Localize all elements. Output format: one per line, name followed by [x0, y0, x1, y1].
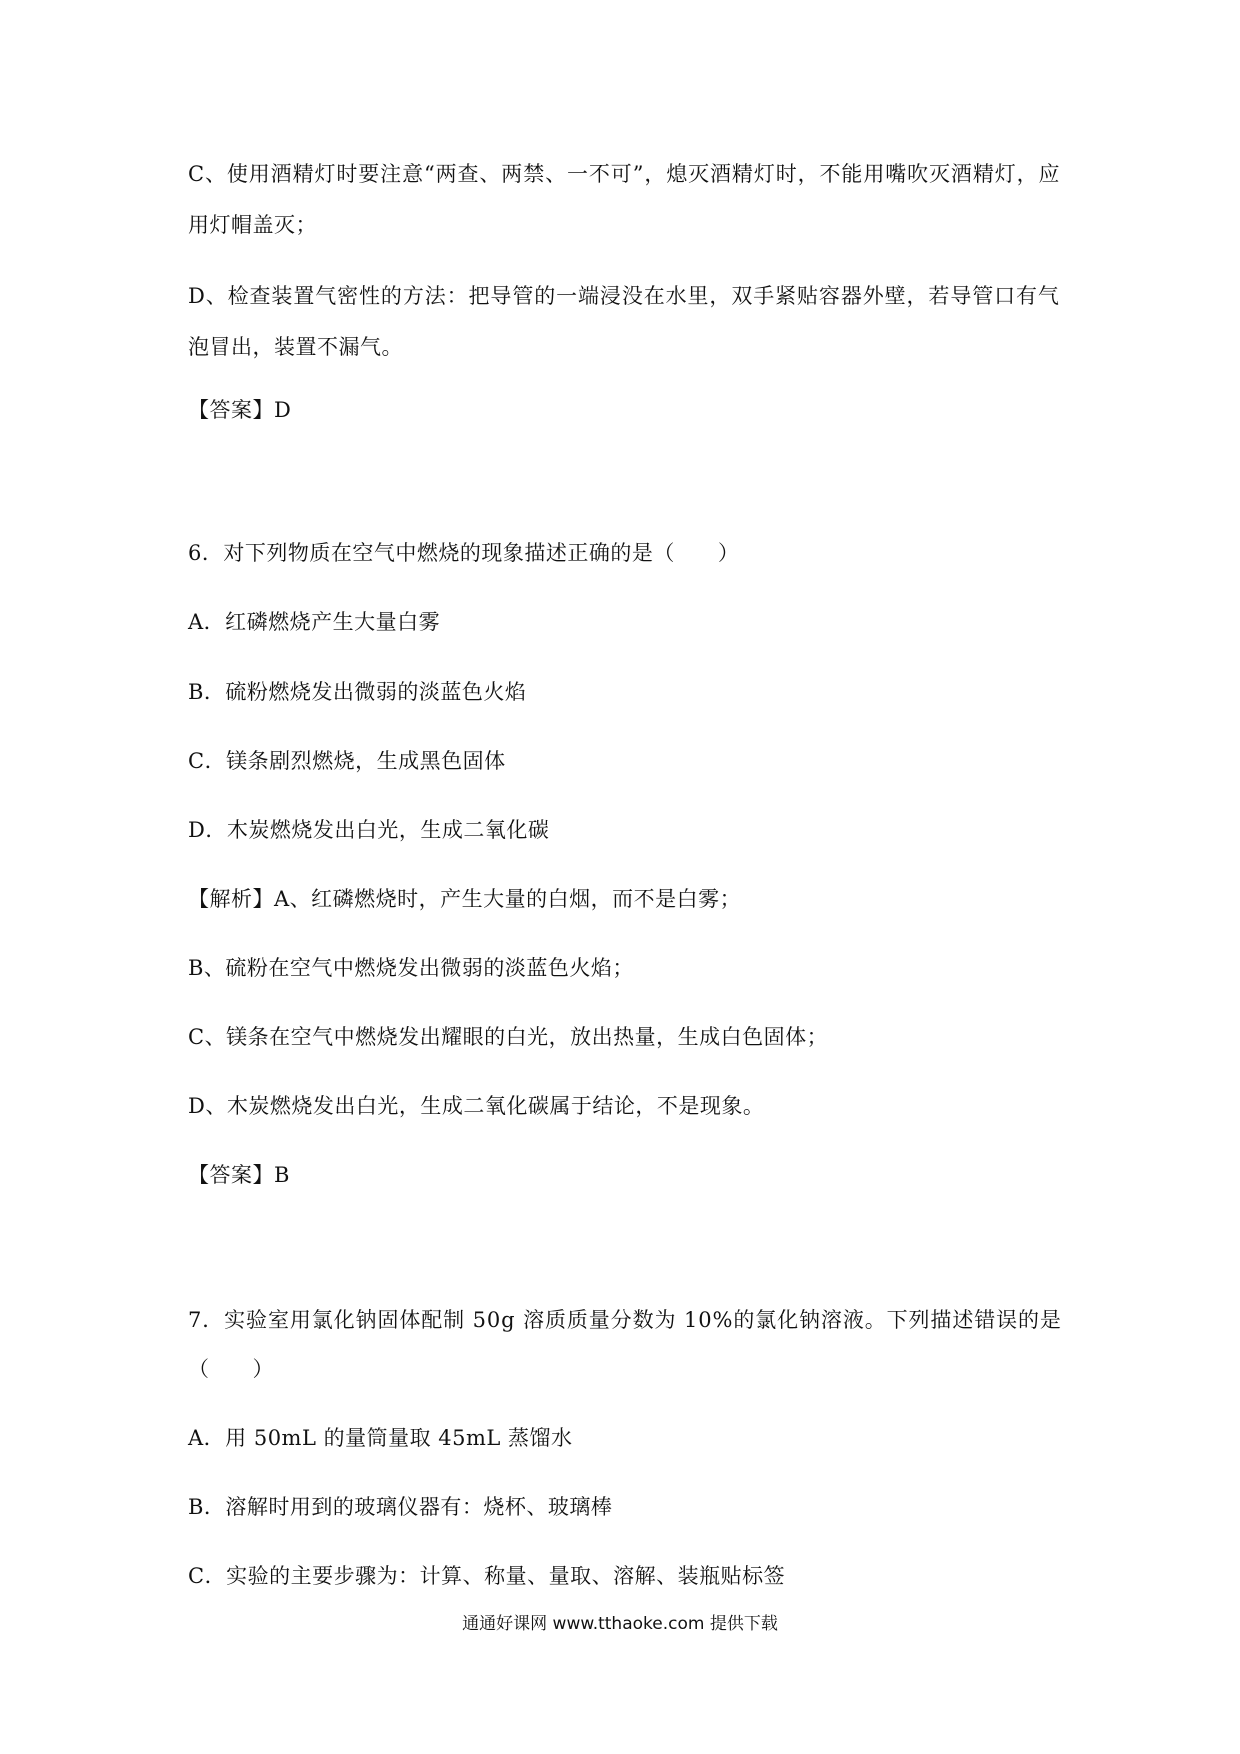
q5-option-d-line-1: D、检查装置气密性的方法：把导管的一端浸没在水里，双手紧贴容器外壁，若导管口有气: [188, 284, 1060, 308]
q7-stem-line-2: （ ）: [188, 1357, 274, 1381]
q6-analysis-a: 【解析】A、红磷燃烧时，产生大量的白烟，而不是白雾；: [188, 887, 742, 911]
q7-stem-line-1: 7．实验室用氯化钠固体配制 50g 溶质质量分数为 10%的氯化钠溶液。下列描述错误的是: [188, 1308, 1062, 1332]
page-footer: 通通好课网 www.tthaoke.com 提供下载: [462, 1614, 778, 1634]
q6-stem: 6．对下列物质在空气中燃烧的现象描述正确的是（ ）: [188, 541, 740, 565]
q6-answer: 【答案】B: [188, 1163, 290, 1187]
q5-answer: 【答案】D: [188, 398, 292, 422]
q6-option-d: D．木炭燃烧发出白光，生成二氧化碳: [188, 818, 550, 842]
q6-option-a: A．红磷燃烧产生大量白雾: [188, 610, 441, 634]
q7-option-c: C．实验的主要步骤为：计算、称量、量取、溶解、装瓶贴标签: [188, 1564, 786, 1588]
q7-option-b: B．溶解时用到的玻璃仪器有：烧杯、玻璃棒: [188, 1495, 613, 1519]
q5-option-c-line-2: 用灯帽盖灭；: [188, 213, 317, 237]
q5-option-d-line-2: 泡冒出，装置不漏气。: [188, 335, 403, 359]
q6-analysis-c: C、镁条在空气中燃烧发出耀眼的白光，放出热量，生成白色固体；: [188, 1025, 829, 1049]
q6-analysis-d: D、木炭燃烧发出白光，生成二氧化碳属于结论，不是现象。: [188, 1094, 765, 1118]
q6-option-c: C．镁条剧烈燃烧，生成黑色固体: [188, 749, 506, 773]
q7-option-a: A．用 50mL 的量筒量取 45mL 蒸馏水: [188, 1426, 573, 1450]
q5-option-c-line-1: C、使用酒精灯时要注意“两查、两禁、一不可”，熄灭酒精灯时，不能用嘴吹灭酒精灯，应: [188, 162, 1061, 186]
q6-analysis-b: B、硫粉在空气中燃烧发出微弱的淡蓝色火焰；: [188, 956, 634, 980]
q6-option-b: B．硫粉燃烧发出微弱的淡蓝色火焰: [188, 680, 527, 704]
